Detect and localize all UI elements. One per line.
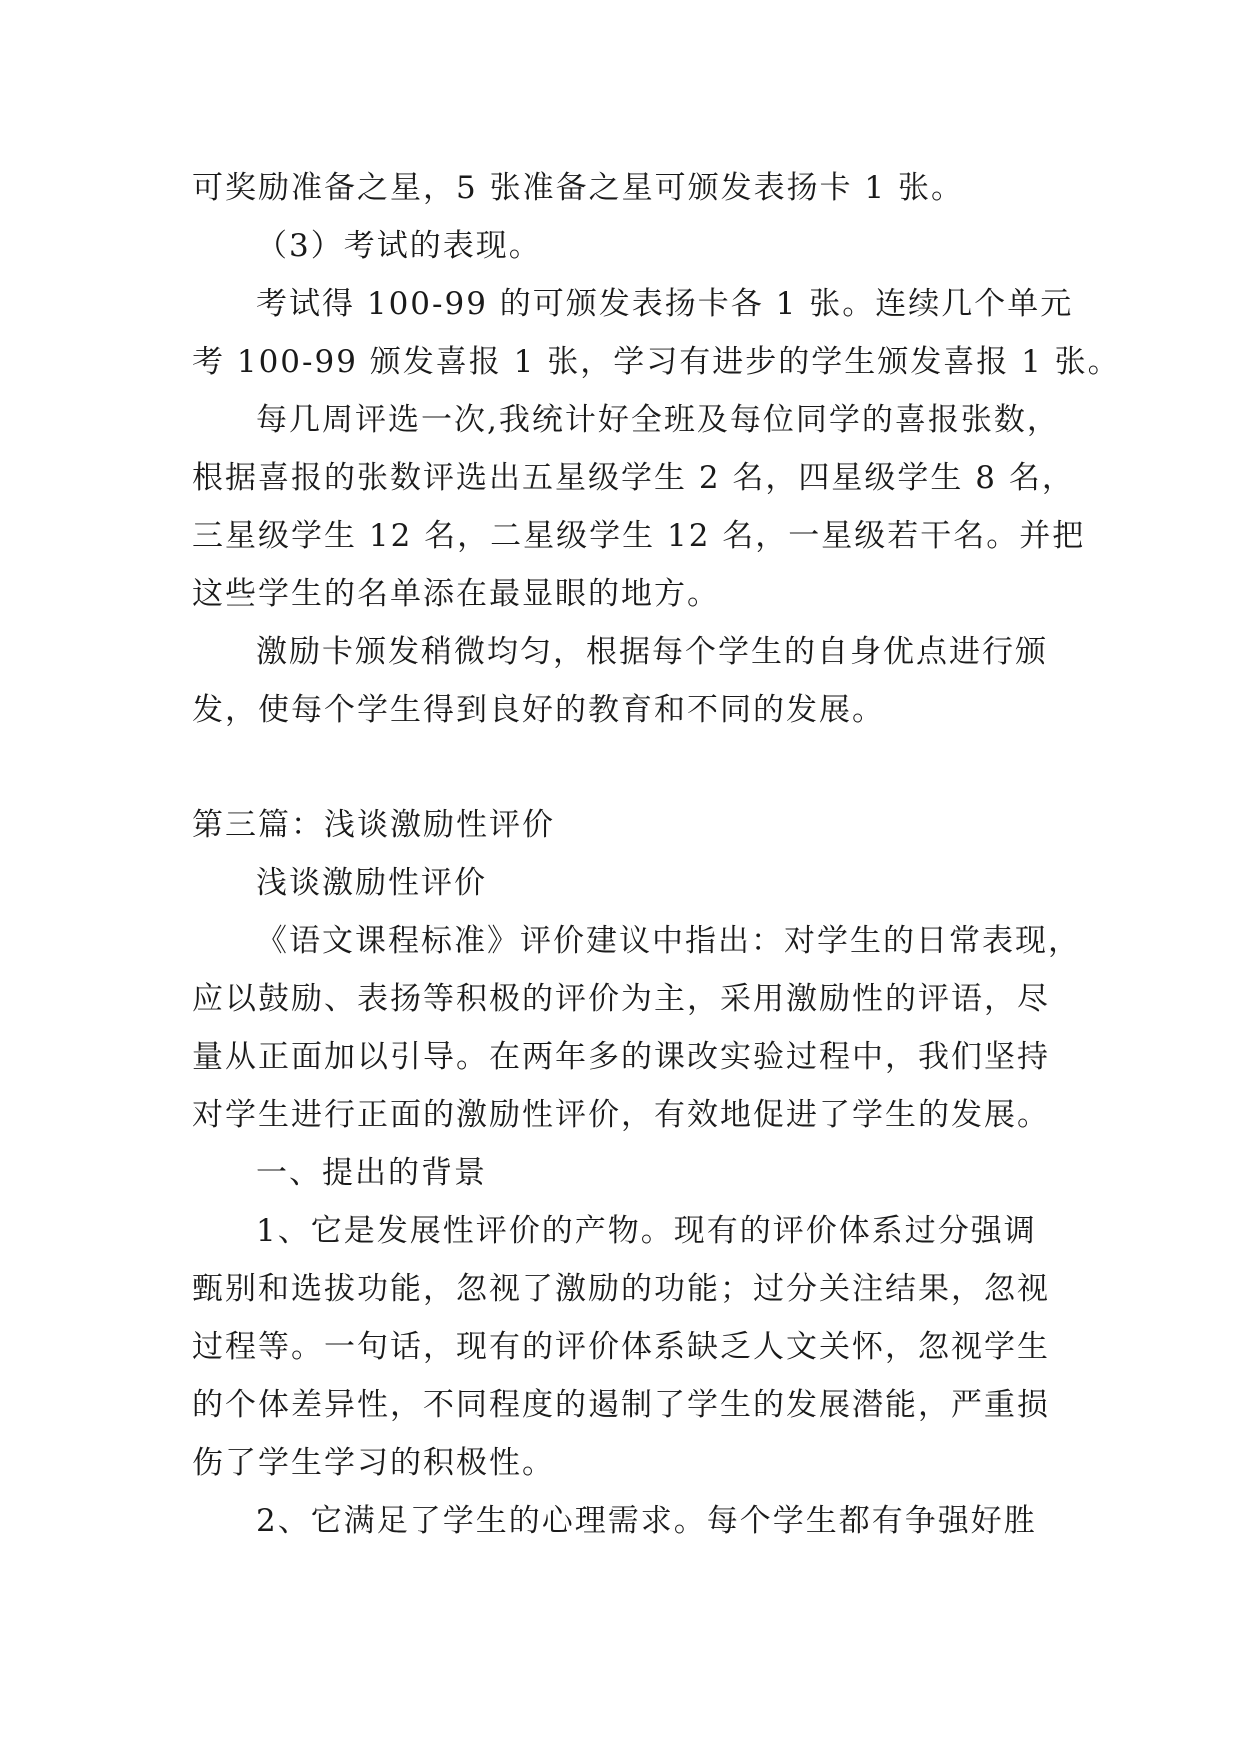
text-line: 伤了学生学习的积极性。 <box>192 1445 555 1481</box>
text-line: 过程等。一句话，现有的评价体系缺乏人文关怀，忽视学生 <box>192 1329 1050 1365</box>
paragraph-line: 《语文课程标准》评价建议中指出：对学生的日常表现， <box>256 923 1081 959</box>
text-line: 发，使每个学生得到良好的教育和不同的发展。 <box>192 692 885 728</box>
section-heading: 第三篇：浅谈激励性评价 <box>192 807 555 843</box>
text-line: 根据喜报的张数评选出五星级学生 2 名，四星级学生 8 名， <box>192 460 1075 496</box>
text-line: 量从正面加以引导。在两年多的课改实验过程中，我们坚持 <box>192 1039 1050 1075</box>
text-line: 可奖励准备之星，5 张准备之星可颁发表扬卡 1 张。 <box>192 170 965 206</box>
paragraph-line: 2、它满足了学生的心理需求。每个学生都有争强好胜 <box>256 1503 1037 1539</box>
paragraph-line: 考试得 100-99 的可颁发表扬卡各 1 张。连续几个单元 <box>256 286 1074 322</box>
paragraph-line: 1、它是发展性评价的产物。现有的评价体系过分强调 <box>256 1213 1037 1249</box>
subheading-line: 一、提出的背景 <box>256 1155 487 1191</box>
text-line: 三星级学生 12 名，二星级学生 12 名，一星级若干名。并把 <box>192 518 1086 554</box>
paragraph-line: 激励卡颁发稍微均匀，根据每个学生的自身优点进行颁 <box>256 634 1048 670</box>
text-line: 对学生进行正面的激励性评价，有效地促进了学生的发展。 <box>192 1097 1050 1133</box>
article-title: 浅谈激励性评价 <box>256 865 487 901</box>
text-line: 考 100-99 颁发喜报 1 张，学习有进步的学生颁发喜报 1 张。 <box>192 344 1121 380</box>
text-line: 的个体差异性，不同程度的遏制了学生的发展潜能，严重损 <box>192 1387 1050 1423</box>
text-line: 甄别和选拔功能，忽视了激励的功能；过分关注结果，忽视 <box>192 1271 1050 1307</box>
paragraph-line: 每几周评选一次,我统计好全班及每位同学的喜报张数， <box>256 402 1060 438</box>
text-line: 这些学生的名单添在最显眼的地方。 <box>192 576 720 612</box>
subheading-line: （3）考试的表现。 <box>256 228 542 264</box>
text-line: 应以鼓励、表扬等积极的评价为主，采用激励性的评语，尽 <box>192 981 1050 1017</box>
